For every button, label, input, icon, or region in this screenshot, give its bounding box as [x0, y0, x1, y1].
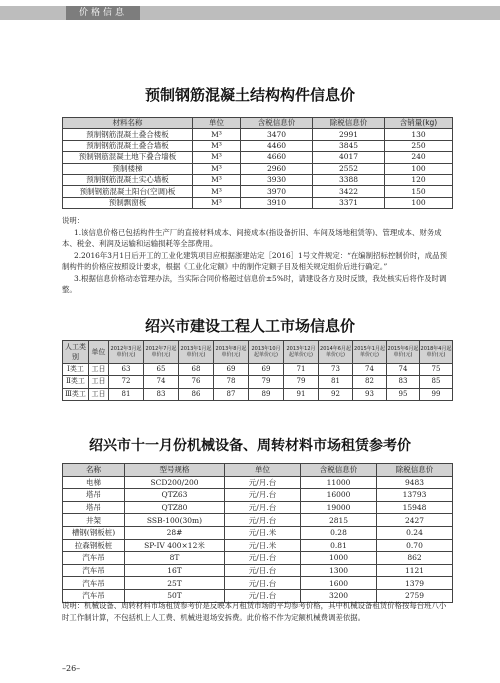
period-header: 2018年4月起单价(元)	[420, 341, 453, 364]
unit-cell: 元/日.台	[225, 589, 301, 602]
wage-cell: 74	[387, 364, 420, 376]
wage-cell: 85	[420, 376, 453, 388]
unit-cell: 工日	[89, 364, 109, 376]
unit-cell: 元/日.台	[225, 577, 301, 590]
column-header: 单位	[193, 118, 241, 129]
column-header: 型号规格	[125, 464, 225, 477]
steel-content-cell: 100	[385, 163, 453, 174]
steel-content-cell: 120	[385, 174, 453, 185]
tax-exclusive-price-cell: 3845	[313, 140, 385, 151]
tax-inclusive-price-cell: 3970	[241, 186, 313, 197]
wage-cell: 75	[420, 364, 453, 376]
model-spec-cell: QTZ63	[125, 489, 225, 502]
wage-cell: 73	[319, 364, 353, 376]
unit-cell: M³	[193, 140, 241, 151]
page-number: –26–	[62, 664, 81, 673]
unit-cell: M³	[193, 186, 241, 197]
table-header-row	[63, 464, 453, 477]
table-row	[63, 129, 453, 140]
tax-inclusive-price-cell: 2960	[241, 163, 313, 174]
unit-cell: 元/月.台	[225, 501, 301, 514]
tax-exclusive-price-cell: 1379	[377, 577, 453, 590]
tax-inclusive-price-cell: 4660	[241, 152, 313, 163]
note-line: 说明：机械设备、周转材料市场租赁参考价是反映本月租赁市场的平均参考价格，其中机械设备租赁价格按每台班八小时工作制计算，不包括机上人工费、机械进退场安拆费。此价格不作为定额机械费调差依据。	[62, 601, 447, 622]
steel-content-cell: 100	[385, 197, 453, 208]
table-row	[63, 388, 453, 400]
column-header: 材料名称	[63, 118, 193, 129]
tax-exclusive-price-cell: 862	[377, 552, 453, 565]
equipment-name-cell: 槽钢(钢板桩)	[63, 526, 125, 539]
column-header: 含销量(kg)	[385, 118, 453, 129]
rental-price-table	[62, 463, 453, 603]
note-line: 说明：	[62, 216, 85, 225]
section3-title: 绍兴市十一月份机械设备、周转材料市场租赁参考价	[89, 438, 411, 454]
wage-cell: 69	[214, 364, 249, 376]
column-header: 含税信息价	[301, 464, 377, 477]
labor-type-cell: Ⅱ类工	[63, 376, 89, 388]
model-spec-cell: SSB-100(30m)	[125, 514, 225, 527]
steel-content-cell: 250	[385, 140, 453, 151]
unit-cell: M³	[193, 197, 241, 208]
table-row	[63, 152, 453, 163]
tax-inclusive-price-cell: 3910	[241, 197, 313, 208]
column-header: 含税信息价	[241, 118, 313, 129]
equipment-name-cell: 汽车吊	[63, 552, 125, 565]
tax-exclusive-price-cell: 2991	[313, 129, 385, 140]
column-header: 单位	[89, 341, 109, 364]
period-header: 2013年10月起单价(元)	[249, 341, 284, 364]
period-header: 2013年12月起单价(元)	[284, 341, 319, 364]
table-row	[63, 564, 453, 577]
table-header-row	[63, 118, 453, 129]
equipment-name-cell: 汽车吊	[63, 577, 125, 590]
tax-inclusive-price-cell: 3470	[241, 129, 313, 140]
wage-cell: 78	[214, 376, 249, 388]
table-row	[63, 476, 453, 489]
unit-cell: 元/月.台	[225, 476, 301, 489]
wage-cell: 69	[249, 364, 284, 376]
model-spec-cell: 28#	[125, 526, 225, 539]
section-label: 价格信息	[66, 6, 140, 20]
period-header: 2015年6月起单价(元)	[387, 341, 420, 364]
tax-inclusive-price-cell: 3930	[241, 174, 313, 185]
note-line: 2.2016年3月1日后开工的工业化建筑项目应根据浙建站定［2016］1号文件规定：“在编制招标控制价时，成品预制构件的价格应按照设计要求，根据《工业化定额》中的制作定额子目及相关规定组价后进行确定。”	[62, 250, 447, 271]
wage-cell: 92	[319, 388, 353, 400]
table-row	[63, 186, 453, 197]
unit-cell: 元/日.米	[225, 526, 301, 539]
tax-exclusive-price-cell: 2427	[377, 514, 453, 527]
material-name-cell: 预制钢筋混凝土阳台(空调)板	[63, 186, 193, 197]
table-row	[63, 163, 453, 174]
period-header: 2015年1月起单价(元)	[353, 341, 387, 364]
equipment-name-cell: 汽车吊	[63, 564, 125, 577]
column-header: 名称	[63, 464, 125, 477]
model-spec-cell: 25T	[125, 577, 225, 590]
material-name-cell: 预制飘窗板	[63, 197, 193, 208]
table-row	[63, 577, 453, 590]
wage-cell: 93	[353, 388, 387, 400]
labor-type-cell: Ⅲ类工	[63, 388, 89, 400]
period-header: 2014年6月起单价(元)	[319, 341, 353, 364]
tax-exclusive-price-cell: 3371	[313, 197, 385, 208]
model-spec-cell: 16T	[125, 564, 225, 577]
equipment-name-cell: 井架	[63, 514, 125, 527]
wage-cell: 95	[387, 388, 420, 400]
wage-cell: 76	[179, 376, 214, 388]
table-row	[63, 552, 453, 565]
tax-exclusive-price-cell: 13793	[377, 489, 453, 502]
tax-inclusive-price-cell: 0.81	[301, 539, 377, 552]
period-header: 2012年7月起单价(元)	[144, 341, 179, 364]
tax-inclusive-price-cell: 1600	[301, 577, 377, 590]
note-line: 1.该信息价格已包括构件生产厂的直接材料成本、间接成本(指设备折旧、车间及场地租赁等)、管理成本、财务成本、税金、利润及运输和运输损耗等全部费用。	[62, 227, 442, 248]
tax-exclusive-price-cell: 4017	[313, 152, 385, 163]
wage-cell: 74	[144, 376, 179, 388]
precast-price-table	[62, 117, 453, 209]
wage-cell: 86	[179, 388, 214, 400]
unit-cell: 元/日.米	[225, 539, 301, 552]
tax-inclusive-price-cell: 4460	[241, 140, 313, 151]
tax-exclusive-price-cell: 9483	[377, 476, 453, 489]
tax-exclusive-price-cell: 3388	[313, 174, 385, 185]
wage-cell: 82	[353, 376, 387, 388]
unit-cell: M³	[193, 152, 241, 163]
table-row	[63, 140, 453, 151]
model-spec-cell: 50T	[125, 589, 225, 602]
unit-cell: 工日	[89, 388, 109, 400]
wage-cell: 87	[214, 388, 249, 400]
section1-notes	[62, 215, 450, 296]
model-spec-cell: SP-IV 400×12米	[125, 539, 225, 552]
unit-cell: M³	[193, 163, 241, 174]
tax-exclusive-price-cell: 2759	[377, 589, 453, 602]
wage-cell: 72	[109, 376, 144, 388]
tax-exclusive-price-cell: 3422	[313, 186, 385, 197]
model-spec-cell: SCD200/200	[125, 476, 225, 489]
wage-cell: 99	[420, 388, 453, 400]
table-row	[63, 489, 453, 502]
material-name-cell: 预制楼梯	[63, 163, 193, 174]
wage-cell: 83	[387, 376, 420, 388]
material-name-cell: 预制钢筋混凝土地下叠合墙板	[63, 152, 193, 163]
equipment-name-cell: 电梯	[63, 476, 125, 489]
period-header: 2013年8月起单价(元)	[214, 341, 249, 364]
wage-cell: 83	[144, 388, 179, 400]
equipment-name-cell: 塔吊	[63, 501, 125, 514]
tax-inclusive-price-cell: 0.28	[301, 526, 377, 539]
tax-exclusive-price-cell: 0.70	[377, 539, 453, 552]
wage-cell: 74	[353, 364, 387, 376]
wage-cell: 79	[249, 376, 284, 388]
period-header: 2012年3月起单价(元)	[109, 341, 144, 364]
column-header: 人工类别	[63, 341, 89, 364]
steel-content-cell: 240	[385, 152, 453, 163]
tax-inclusive-price-cell: 16000	[301, 489, 377, 502]
unit-cell: 元/日.台	[225, 552, 301, 565]
wage-cell: 91	[284, 388, 319, 400]
tax-inclusive-price-cell: 2815	[301, 514, 377, 527]
material-name-cell: 预制钢筋混凝土叠合墙板	[63, 140, 193, 151]
table-row	[63, 174, 453, 185]
note-line: 3.根据信息价格动态管理办法，当实际合同价格超过信息价±5%时，请建设各方及时反馈，我处核实后将作及时调整。	[62, 273, 447, 294]
column-header: 单位	[225, 464, 301, 477]
table-row	[63, 539, 453, 552]
equipment-name-cell: 拉森钢板桩	[63, 539, 125, 552]
tax-inclusive-price-cell: 1300	[301, 564, 377, 577]
table-row	[63, 514, 453, 527]
unit-cell: M³	[193, 174, 241, 185]
unit-cell: 元/日.台	[225, 564, 301, 577]
material-name-cell: 预制钢筋混凝土实心墙板	[63, 174, 193, 185]
model-spec-cell: QTZ80	[125, 501, 225, 514]
section2-title: 绍兴市建设工程人工市场信息价	[144, 317, 355, 335]
table-header-row	[63, 341, 453, 364]
steel-content-cell: 150	[385, 186, 453, 197]
wage-cell: 81	[319, 376, 353, 388]
unit-cell: 元/月.台	[225, 489, 301, 502]
table-row	[63, 364, 453, 376]
unit-cell: 工日	[89, 376, 109, 388]
steel-content-cell: 130	[385, 129, 453, 140]
tax-inclusive-price-cell: 19000	[301, 501, 377, 514]
wage-cell: 89	[249, 388, 284, 400]
column-header: 除税信息价	[377, 464, 453, 477]
labor-type-cell: Ⅰ类工	[63, 364, 89, 376]
section1-title: 预制钢筋混凝土结构构件信息价	[144, 86, 355, 104]
table-row	[63, 526, 453, 539]
wage-cell: 71	[284, 364, 319, 376]
tax-exclusive-price-cell: 1121	[377, 564, 453, 577]
table-row	[63, 376, 453, 388]
wage-cell: 79	[284, 376, 319, 388]
period-header: 2013年1月起单价(元)	[179, 341, 214, 364]
tax-exclusive-price-cell: 15948	[377, 501, 453, 514]
tax-inclusive-price-cell: 1000	[301, 552, 377, 565]
wage-cell: 65	[144, 364, 179, 376]
material-name-cell: 预制钢筋混凝土叠合楼板	[63, 129, 193, 140]
section3-note	[62, 600, 450, 623]
tax-inclusive-price-cell: 3200	[301, 589, 377, 602]
tax-exclusive-price-cell: 2552	[313, 163, 385, 174]
table-row	[63, 197, 453, 208]
column-header: 除税信息价	[313, 118, 385, 129]
wage-cell: 68	[179, 364, 214, 376]
table-row	[63, 501, 453, 514]
unit-cell: M³	[193, 129, 241, 140]
tax-inclusive-price-cell: 11000	[301, 476, 377, 489]
equipment-name-cell: 塔吊	[63, 489, 125, 502]
wage-cell: 63	[109, 364, 144, 376]
wage-cell: 81	[109, 388, 144, 400]
model-spec-cell: 8T	[125, 552, 225, 565]
equipment-name-cell: 汽车吊	[63, 589, 125, 602]
tax-exclusive-price-cell: 0.24	[377, 526, 453, 539]
unit-cell: 元/月.台	[225, 514, 301, 527]
labor-price-table	[62, 340, 453, 401]
